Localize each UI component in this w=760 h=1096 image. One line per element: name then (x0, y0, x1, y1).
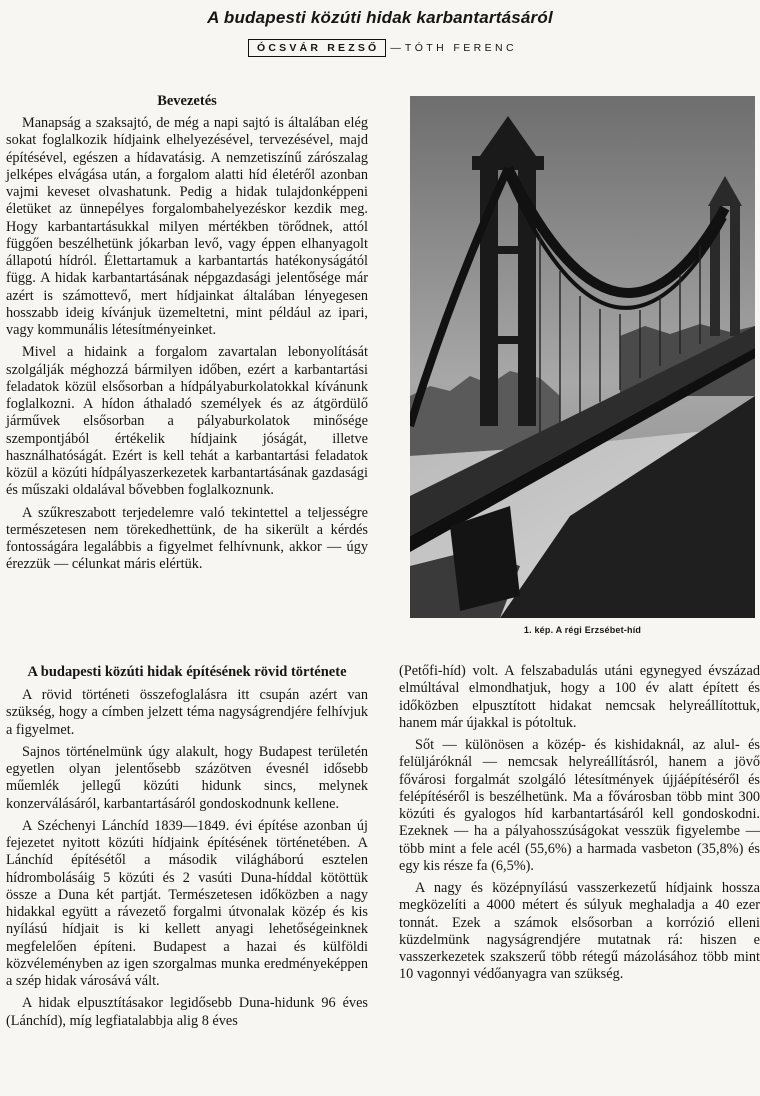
paragraph: A hidak elpusztításakor legidősebb Duna-hidunk 96 éves (Lánchíd), míg legfiatalabbja alig 8 éves (6, 995, 368, 1029)
paragraph: Sajnos történelmünk úgy alakult, hogy Budapest területén egyetlen olyan jelentősebb százötven évesnél idősebb műemlék jellegű közúti hidunk sincs, melynek konzerválásáról, karbantartásáról gondoskodnunk kellene. (6, 743, 368, 812)
paragraph: A szűkreszabott terjedelemre való tekintettel a teljességre természetesen nem törekedhettünk, de ha sikerült a kérdés fontosságára legalábbis a figyelmet felhívnunk, akkor — úgy érezzük — célunkat máris elértük. (6, 504, 368, 573)
paragraph: A rövid történeti összefoglalásra itt csupán azért van szükség, hogy a címben jelzett téma nagyságrendjére felhívjuk a figyelmet. (6, 687, 368, 738)
figure-caption: 1. kép. A régi Erzsébet-híd (523, 625, 642, 635)
column-intro (6, 93, 368, 574)
paragraph: A Széchenyi Lánchíd 1839—1849. évi építése azonban új fejezetet nyitott közúti hídjaink építésének történetében. A Lánchíd építésétől a második világháború esztelen hídrombolásáig 5 közúti és 2 vasúti Duna-híddal kötöttük össze a Duna két partját. Természetesen időközben a nagy hidakkal együtt a rávezető forgalmi útvonalak közép és kis nyílású hídjait is ki kellett anyagi lehetőségeinknek megfelelően építeni. Budapest a hazai és külföldi közvéleményben az igen szorgalmas munka eredményeképpen a szép hidak városává vált. (6, 817, 368, 989)
author-separator: — (390, 42, 401, 54)
bridge-illustration (410, 96, 755, 618)
paragraph: Mivel a hidaink a forgalom zavartalan lebonyolítását szolgálják méghozzá bármilyen időben, ezért a karbantartási feladatok közül elsősorban a hídpályaburkolatokkal kívánunk foglalkozni. A hídon áthaladó személyek és az átgördülő járművek elsősorban a pályaburkolatok minősége szempontjából értékelik hídjaink jóságát, illetve használhatóságát. Ezért is kell tehát a karbantartási feladatok közül a közúti hídpályaszerkezetek karbantartásának gazdasági és műszaki oldalával bővebben foglalkoznunk. (6, 344, 368, 499)
paragraph: Sőt — különösen a közép- és kishidaknál, az alul- és felüljáróknál — nemcsak helyreállításról, hanem a jövő fővárosi forgalmát szolgáló létesítmények újjáépítéséről és felépítéséről is beszélhetünk. Ma a fővárosban több mint 300 közúti és gyalogos híd karbantartásáról kell gondoskodni. Ezeknek — ha a pályahosszúságokat vesszük figyelembe — több mint a fele acél (55,6%) a harmada vasbeton (35,8%) és egy kis része fa (6,5%). (399, 737, 760, 874)
bridge-photo (410, 96, 755, 618)
column-history (6, 664, 368, 1030)
author-line (248, 39, 517, 57)
column-continuation (399, 663, 760, 984)
section-heading-history: A budapesti közúti hidak építésének rövid története (27, 664, 347, 680)
paragraph: (Petőfi-híd) volt. A felszabadulás utáni egynegyed évszázad elmúltával elmondhatjuk, hogy a 100 év alatt épített és időközben elpusztított hidakat nemcsak helyreállítottuk, hanem már újakkal is pótoltuk. (399, 663, 760, 731)
paragraph: A nagy és középnyílású vasszerkezetű hídjaink hossza megközelíti a 4000 métert és súlyuk meghaladja a 40 ezer tonnát. Ezek a számok elsősorban a korrózió elleni küzdelmünk nagyságrendjére mutatnak rá: hiszen e vasszerkezetek szakszerű több rétegű mázolásához több mint 10 vagonnyi védőanyagra van szükség. (399, 880, 760, 983)
author-secondary: TÓTH FERENC (404, 42, 517, 54)
article-title: A budapesti közúti hidak karbantartásáról (207, 8, 553, 27)
paragraph: Manapság a szaksajtó, de még a napi sajtó is általában elég sokat foglalkozik hídjaink elhelyezésével, tervezésével, majd építésével, egészen a hídavatásig. A nemzetiszínű zárószalag jelképes elvágása után, a forgalom alatti híd életéről azonban vajmi keveset olvashatunk. Pedig a hidak tulajdonképpeni életüket az ünnepélyes forgalombahelyezéskor kezdik meg. Hogy karbantartásukkal milyen mértékben törődnek, attól függően beszélhetünk jókarban levő, vagy éppen elhanyagolt állapotú hídról. Élettartamuk a karbantartás hatékonyságától függ. A hidak karbantartásának népgazdasági jelentősége már azért is számottevő, mert hídjainkat általában lényegesen hosszabb ideig kívánjuk üzemeltetni, mint például az ipari, vagy kommunális létesítményeinket. (6, 115, 368, 338)
section-heading-intro: Bevezetés (157, 93, 217, 109)
author-primary: ÓCSVÁR REZSŐ (248, 39, 386, 57)
